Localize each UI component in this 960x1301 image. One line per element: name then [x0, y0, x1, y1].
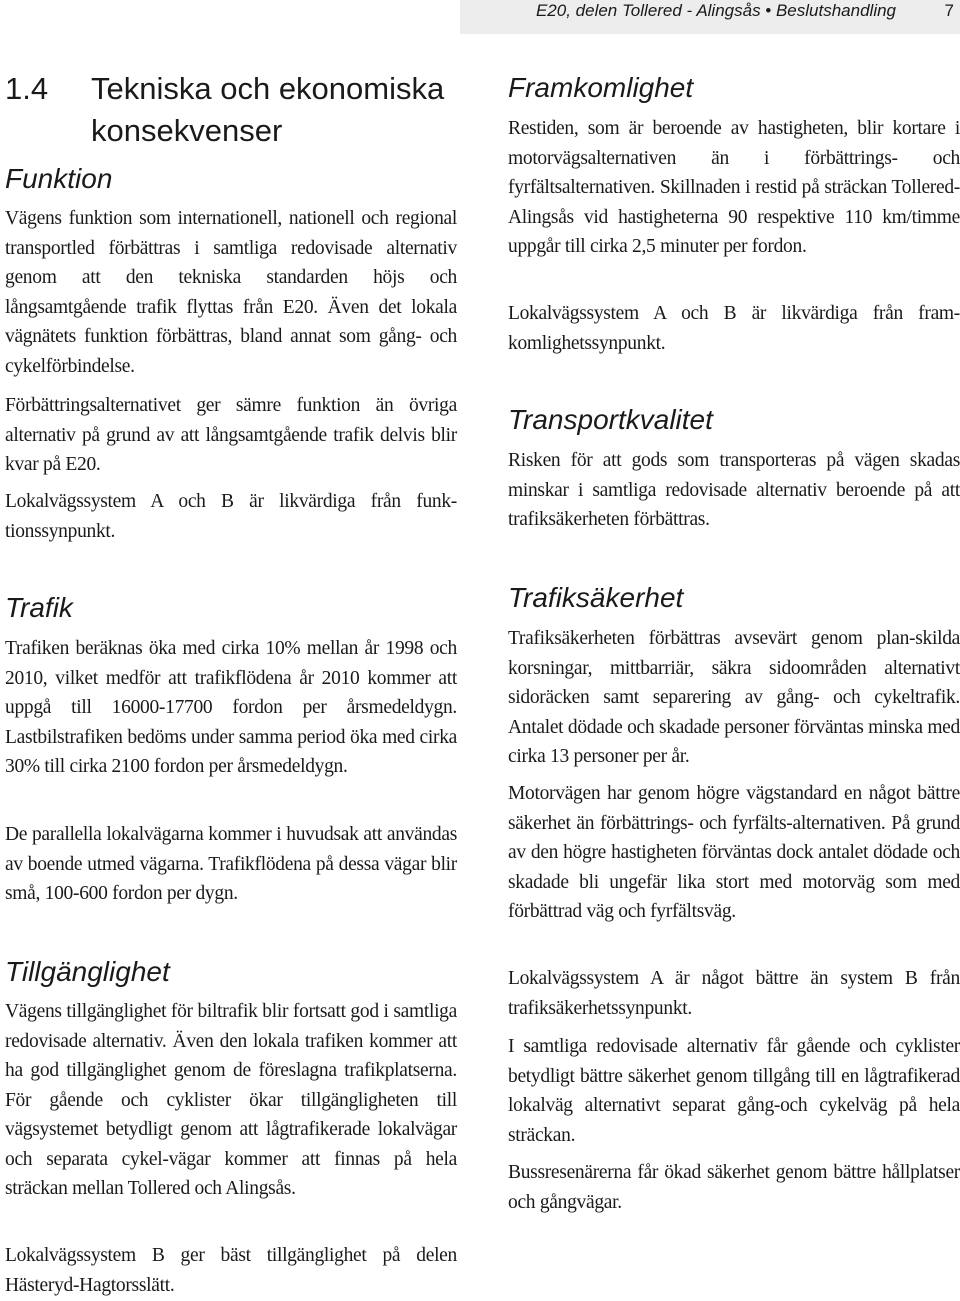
paragraph: Trafiksäkerheten förbättras avsevärt genom plan-skilda korsningar, mittbarriär, säkra sidoområden alternativt sidoräcken samt separering av gång- och cykeltrafik. Antalet dödade och skadade personer förväntas minska med cirka 13 personer per år.	[508, 628, 960, 767]
running-header	[460, 0, 960, 34]
paragraph: Lokalvägssystem A och B är likvärdiga från fram-komlighetssynpunkt.	[508, 303, 960, 354]
paragraph: Lokalvägssystem A och B är likvärdiga från funk-tionssynpunkt.	[5, 491, 457, 542]
heading-framkomlighet: Framkomlighet	[508, 72, 694, 103]
paragraph: Lokalvägssystem A är något bättre än system B från trafiksäkerhetssynpunkt.	[508, 968, 960, 1019]
paragraph: Lokalvägssystem B ger bäst tillgänglighet på delen Hästeryd-Hagtorsslätt.	[5, 1245, 457, 1296]
section-title: Tekniska och ekonomiska konsekvenser	[91, 71, 445, 148]
paragraph: I samtliga redovisade alternativ får gående och cyklister betydligt bättre säkerhet genom tillgång till en lågtrafikerad lokalväg alternativt separat gång-och cykelväg på hela sträckan.	[508, 1036, 960, 1146]
paragraph: Trafiken beräknas öka med cirka 10% mellan år 1998 och 2010, vilket medför att trafikflödena år 2010 kommer att uppgå till 16000-17700 fordon per årsmedeldygn. Lastbilstrafiken bedöms under samma period öka med cirka 30% till cirka 2100 fordon per årsmedeldygn.	[5, 638, 457, 777]
heading-trafik: Trafik	[5, 592, 73, 623]
heading-funktion: Funktion	[5, 163, 113, 194]
heading-transportkvalitet: Transportkvalitet	[508, 404, 713, 435]
running-title: E20, delen Tollered - Alingsås • Beslutshandling	[535, 1, 896, 20]
heading-tillganglighet: Tillgänglighet	[5, 956, 170, 987]
paragraph: Risken för att gods som transporteras på vägen skadas minskar i samtliga redovisade alternativ beroende på att trafiksäkerheten förbättras.	[508, 450, 960, 530]
paragraph: Vägens tillgänglighet för biltrafik blir fortsatt god i samtliga redovisade alternativ. Även den lokala trafiken kommer att ha god tillgänglighet genom de föreslagna trafikplatserna. För gående och cyklister ökar tillgängligheten till vägsystemet betydligt genom att lågtrafikerade lokalvägar och separata cykel-vägar kommer att finnas på hela sträckan mellan Tollered och Alingsås.	[5, 1001, 457, 1199]
paragraph: Motorvägen har genom högre vägstandard en något bättre säkerhet än förbättrings- och fyrfälts-alternativen. På grund av den högre hastigheten förväntas dock antalet dödade och skadade bli ungefär lika stort med motorväg som med förbättrad väg och fyrfältsväg.	[508, 783, 960, 922]
paragraph: Förbättringsalternativet ger sämre funktion än övriga alternativ på grund av att långsamtgående trafik delvis blir kvar på E20.	[5, 395, 457, 475]
paragraph: Vägens funktion som internationell, nationell och regional transportled förbättras i samtliga redovisade alternativ genom att den tekniska standarden höjs och långsamtgående trafik flyttas från E20. Även det lokala vägnätets funktion förbättras, bland annat som gång- och cykelförbindelse.	[5, 208, 457, 377]
page-number: 7	[944, 1, 954, 20]
paragraph: Bussresenärerna får ökad säkerhet genom bättre hållplatser och gångvägar.	[508, 1162, 960, 1213]
paragraph: Restiden, som är beroende av hastigheten, blir kortare i motorvägsalternativen än i förbättrings- och fyrfältsalternativen. Skillnaden i restid på sträckan Tollered-Alingsås vid hastigheterna 90 respektive 110 km/timme uppgår till cirka 2,5 minuter per fordon.	[508, 118, 960, 257]
heading-trafiksakerhet: Trafiksäkerhet	[508, 582, 684, 613]
paragraph: De parallella lokalvägarna kommer i huvudsak att användas av boende utmed vägarna. Trafikflödena på dessa vägar blir små, 100-600 fordon per dygn.	[5, 824, 457, 904]
section-number: 1.4	[5, 71, 49, 106]
